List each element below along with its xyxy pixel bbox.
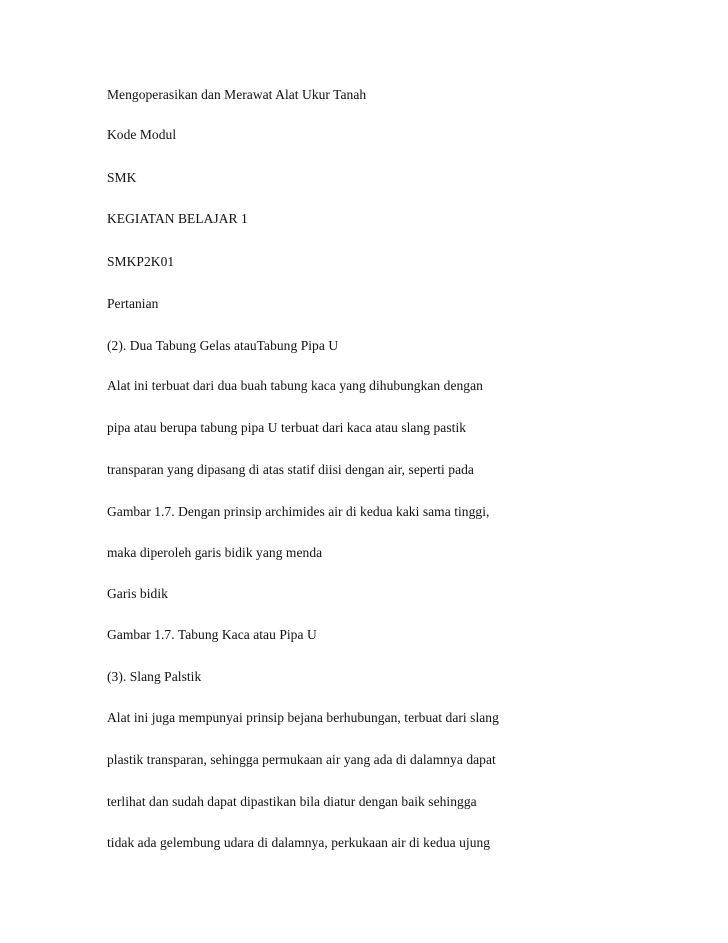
paragraph-line: Gambar 1.7. Dengan prinsip archimides air di kedua kaki sama tinggi, [107, 504, 490, 519]
field-label: Pertanian [107, 296, 159, 311]
paragraph-line: tidak ada gelembung udara di dalamnya, perkukaan air di kedua ujung [107, 835, 491, 850]
paragraph-line: maka diperoleh garis bidik yang menda [107, 545, 323, 560]
paragraph-line: Alat ini terbuat dari dua buah tabung kaca yang dihubungkan dengan [107, 378, 483, 393]
paragraph-line: terlihat dan sudah dapat dipastikan bila diatur dengan baik sehingga [107, 794, 477, 809]
document-title: Mengoperasikan dan Merawat Alat Ukur Tanah [107, 87, 367, 102]
section-heading: (3). Slang Palstik [107, 669, 202, 684]
school-level-label: SMK [107, 170, 137, 185]
module-code-value: SMKP2K01 [107, 254, 175, 269]
module-code-label: Kode Modul [107, 127, 177, 142]
paragraph-line: transparan yang dipasang di atas statif diisi dengan air, seperti pada [107, 462, 474, 477]
learning-activity-heading: KEGIATAN BELAJAR 1 [107, 211, 248, 226]
paragraph-line: pipa atau berupa tabung pipa U terbuat dari kaca atau slang pastik [107, 420, 467, 435]
figure-caption: Gambar 1.7. Tabung Kaca atau Pipa U [107, 627, 317, 642]
paragraph-line: Alat ini juga mempunyai prinsip bejana berhubungan, terbuat dari slang [107, 710, 499, 725]
section-heading: (2). Dua Tabung Gelas atauTabung Pipa U [107, 338, 339, 353]
paragraph-line: plastik transparan, sehingga permukaan air yang ada di dalamnya dapat [107, 752, 496, 767]
figure-label: Garis bidik [107, 586, 168, 601]
